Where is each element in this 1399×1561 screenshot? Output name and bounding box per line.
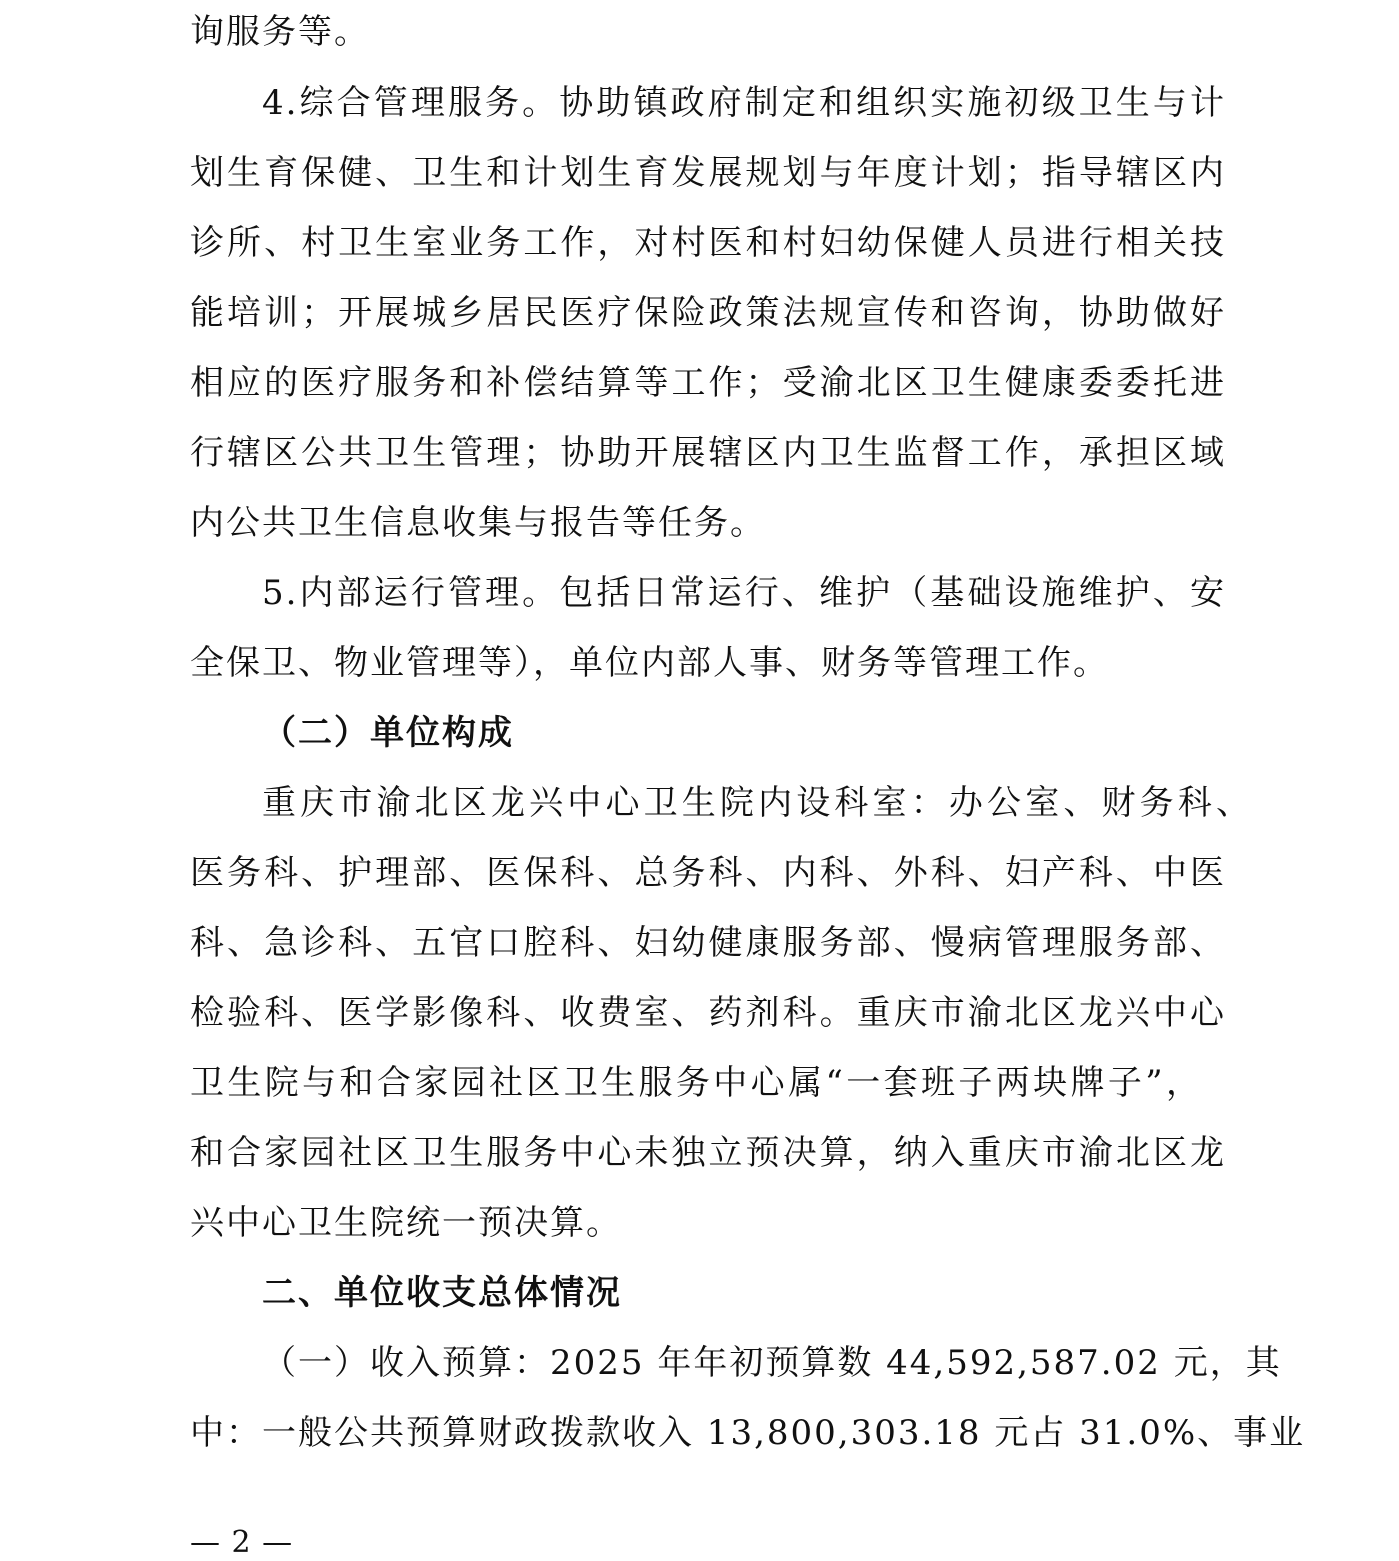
item-4-heading-line: 4.综合管理服务。协助镇政府制定和组织实施初级卫生与计 [262, 83, 1226, 123]
text-line: 能培训；开展城乡居民医疗保险政策法规宣传和咨询，协助做好 [190, 293, 1226, 333]
text-line: 重庆市渝北区龙兴中心卫生院内设科室：办公室、财务科、 [262, 783, 1252, 823]
text-line: 全保卫、物业管理等），单位内部人事、财务等管理工作。 [190, 643, 1109, 683]
text-line: 相应的医疗服务和补偿结算等工作；受渝北区卫生健康委委托进 [190, 363, 1226, 403]
text-line: 卫生院与和合家园社区卫生服务中心属“一套班子两块牌子”， [190, 1063, 1202, 1103]
text-line: 科、急诊科、五官口腔科、妇幼健康服务部、慢病管理服务部、 [190, 923, 1226, 963]
page-number: — 2 — [190, 1525, 294, 1560]
text-line: （一）收入预算：2025 年年初预算数 44,592,587.02 元，其 [262, 1343, 1282, 1383]
section-heading-unit-composition: （二）单位构成 [262, 713, 514, 753]
text-line: 诊所、村卫生室业务工作，对村医和村妇幼保健人员进行相关技 [190, 223, 1226, 263]
text-line: 划生育保健、卫生和计划生育发展规划与年度计划；指导辖区内 [190, 153, 1226, 193]
text-line: 行辖区公共卫生管理；协助开展辖区内卫生监督工作，承担区域 [190, 433, 1226, 473]
text-line: 和合家园社区卫生服务中心未独立预决算，纳入重庆市渝北区龙 [190, 1133, 1226, 1173]
item-5-heading-line: 5.内部运行管理。包括日常运行、维护（基础设施维护、安 [262, 573, 1226, 613]
text-line: 内公共卫生信息收集与报告等任务。 [190, 503, 766, 543]
text-line: 兴中心卫生院统一预决算。 [190, 1203, 622, 1243]
text-line: 中：一般公共预算财政拨款收入 13,800,303.18 元占 31.0%、事业 [190, 1413, 1306, 1453]
text-line: 询服务等。 [190, 12, 370, 52]
text-line: 医务科、护理部、医保科、总务科、内科、外科、妇产科、中医 [190, 853, 1226, 893]
section-heading-income-expenditure: 二、单位收支总体情况 [262, 1273, 622, 1313]
text-line: 检验科、医学影像科、收费室、药剂科。重庆市渝北区龙兴中心 [190, 993, 1226, 1033]
